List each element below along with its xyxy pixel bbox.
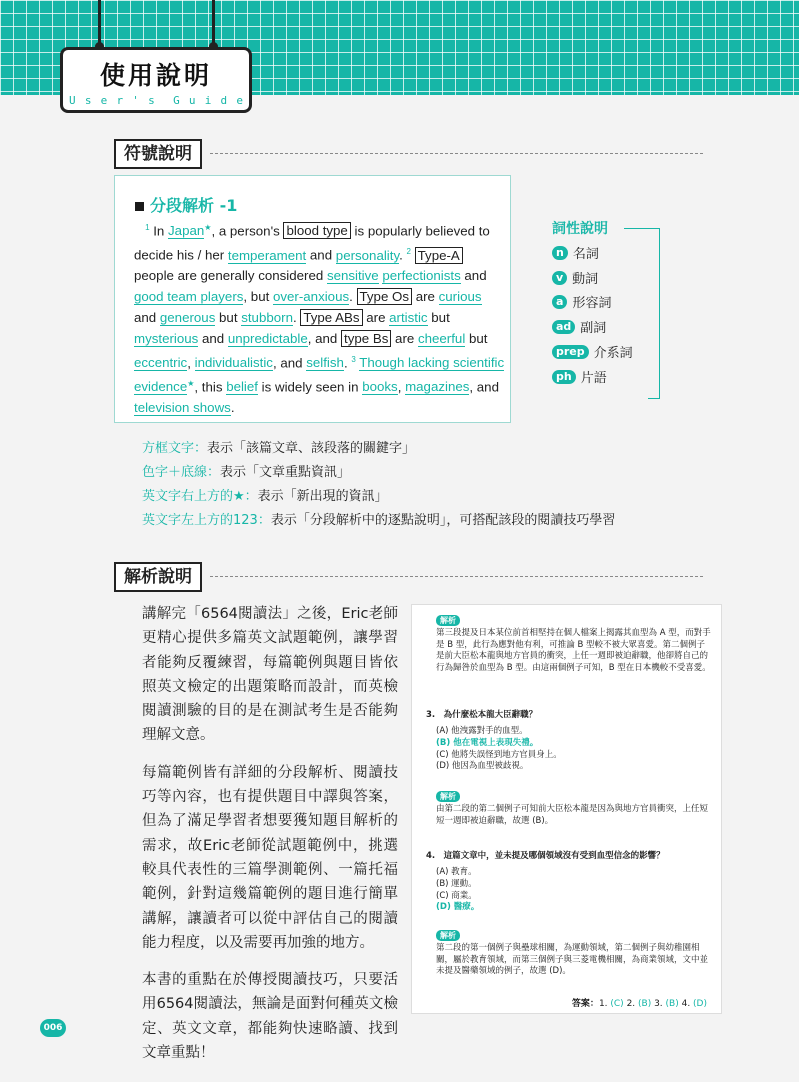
pos-badge: v [552,271,567,285]
subtitle-letter: u [188,94,196,107]
legend-desc: 表示「分段解析中的逐點說明」，可搭配該段的閱讀技巧學習 [270,513,616,528]
answer-num: 3. [651,999,666,1009]
question-4-options [436,867,706,914]
highlight-word: perfectionists [382,268,461,284]
text: is widely seen in [257,379,363,395]
option: (B) 運動。 [436,878,477,889]
option: (D) 他因為血型被歧視。 [436,761,529,772]
option: (A) 他洩露對手的血型。 [436,726,528,736]
section-divider [210,576,703,577]
pos-item-adjective [552,292,611,311]
pos-label: 名詞 [572,247,599,262]
text: but [465,330,488,346]
text: people are generally considered [134,268,327,284]
legend-desc: 表示「該篇文章、該段落的關鍵字」 [207,441,416,456]
text: , [397,379,406,395]
subtitle-letter: s [148,94,155,107]
text: are [412,289,439,305]
text: are [391,330,418,346]
subtitle-letter: d [220,94,228,107]
pos-bracket-bottom [648,398,660,399]
legend-key: 英文字左上方的123： [142,513,271,528]
point-number: 3 [351,354,356,364]
highlight-word: belief [226,379,258,395]
part-of-speech-panel [552,218,662,398]
question-4: 4. 這篇文章中，並未提及哪個領域沒有受到血型信念的影響？ [426,851,665,861]
highlight-word: eccentric [134,355,188,371]
answer-key [572,999,707,1011]
option: (C) 他將失誤怪到地方官員身上。 [436,749,562,760]
pos-label: 介系詞 [593,346,633,361]
analysis-text: 由第二段的第二個例子可知前大臣松本龍是因為與地方官員衝突，上任短短一週即被迫辭職，故選 (B)。 [436,803,709,826]
question-3-options [436,726,706,773]
text: . [230,400,235,416]
legend-key: 英文字右上方的★： [142,489,258,504]
text: and [460,268,487,284]
legend-numbers [142,509,615,528]
highlight-word: stubborn [241,310,293,326]
explanation-paragraph: 每篇範例皆有詳細的分段解析、閱讀技巧等內容，也有提供題目中譯與答案，但為了滿足學習者想要獲知題目解析的需求，故Eric老師從試題範例中，挑選較具代表性的三篇學測範例、一篇托福範例，針對這幾篇範例的題目進行簡單講解，讓讀者可以從中評估自己的閱讀能力程度，以及需要再加強的地方。 [142,764,398,951]
sample-passage-text [134,218,506,419]
highlight-word: curious [438,289,482,305]
page-subtitle [69,94,243,107]
subtitle-letter: r [116,94,124,107]
legend-star [142,485,388,504]
boxed-keyword: blood type [283,222,350,239]
legend-key: 色字＋底線： [142,465,221,480]
highlight-word: television shows [134,400,231,416]
analysis-block [436,930,712,978]
answer-label: 答案： [571,999,599,1009]
highlight-word: individualistic [194,355,273,371]
pos-item-noun [552,243,599,262]
pos-item-adverb [552,317,606,336]
section-title-analysis: 解析說明 [114,562,202,592]
subtitle-letter: s [84,94,92,107]
legend-key: 方框文字： [142,441,208,456]
star-icon: ★ [204,223,212,232]
subtitle-letter: e [236,94,243,107]
highlight-word: Japan [168,223,205,239]
analysis-text: 第三段提及日本某位前首相堅持在個人檔案上揭露其血型為 A 型，而對手是 B 型，此行為應對他有利，可推論 B 型較不被大眾喜愛。第二個例子是前大臣松本龍與地方官員的衝突，上任一週即被迫辭職，他卻將自己的行為歸咎於血型為 B 型。由這兩個例子可知，B 型在日本機較不受喜愛。 [436,627,711,674]
answer-value: (B) [665,999,679,1009]
option: (C) 商業。 [436,890,477,901]
pos-badge: n [552,246,568,260]
highlight-word: generous [159,310,216,326]
square-bullet-icon [135,202,144,211]
sample-heading-text: 分段解析 -1 [150,196,238,215]
legend-colored-underline [142,461,350,480]
highlight-word: magazines [405,379,470,395]
pos-label: 副詞 [580,321,607,336]
page-title-card [60,47,252,113]
highlight-word: selfish [306,355,344,371]
text: and [198,330,228,346]
answer-num: 4. [678,999,694,1009]
legend-desc: 表示「新出現的資訊」 [257,489,388,504]
analysis-block [436,791,712,827]
subtitle-letter: G [173,94,180,107]
analysis-text: 第二段的第一個例子與壘球相關，為運動領域，第二個例子與幼稚園相關，屬於教育領域，而第三個例子與三菱電機相關，為商業領域，文中並未提及醫藥領域的例子，故選 (D)。 [436,942,709,977]
text: and [306,247,336,263]
highlight-word: Though lacking scientific evidence [134,355,505,395]
question-3: 3. 為什麼松本龍大臣辭職？ [426,710,538,720]
analysis-tag: 解析 [436,791,460,802]
text: but [427,310,450,326]
boxed-keyword: Type ABs [300,309,362,326]
boxed-keyword: type Bs [341,330,391,347]
highlight-word: good team players [134,289,244,305]
analysis-tag: 解析 [436,615,460,626]
section-title-symbols: 符號說明 [114,139,202,169]
analysis-tag: 解析 [436,930,460,941]
pos-badge: prep [552,345,589,359]
section-divider [210,153,703,154]
pos-label: 片語 [580,371,607,386]
highlight-word: personality [335,247,400,263]
sample-passage-box [114,175,511,423]
text: and [134,310,160,326]
subtitle-letter: e [100,94,108,107]
answer-num: 2. [623,999,639,1009]
pos-badge: ph [552,370,576,384]
text: , and [469,379,499,395]
subtitle-letter: i [204,94,212,107]
text: . [292,310,301,326]
pos-bracket-side [659,228,660,398]
answer-value: (C) [610,999,624,1009]
answer-num: 1. [598,999,611,1009]
text: . [343,355,352,371]
option-correct: (D) 醫療。 [436,902,480,913]
text: , but [243,289,273,305]
text: , and [307,330,341,346]
text: are [362,310,390,326]
subtitle-letter: U [69,94,76,107]
hanger-right [212,0,215,46]
boxed-keyword: Type Os [357,288,413,305]
option: (A) 教育。 [436,867,477,877]
explanation-column [142,602,398,1078]
highlight-word: books [362,379,398,395]
pos-bracket-top [624,228,660,229]
explanation-paragraph: 講解完「6564閱讀法」之後，Eric老師更精心提供多篇英文試題範例，讓學習者能夠反覆練習，每篇範例與題目皆依照英文檢定的出題策略而設計，而英檢閱讀測驗的目的是在測試考生是否能夠理解文意。 [142,606,398,744]
analysis-block [436,615,712,675]
page-title: 使用說明 [99,61,212,90]
text: . [349,289,357,305]
text: , and [272,355,307,371]
point-number: 1 [145,223,150,232]
highlight-word: sensitive [326,268,379,284]
option-correct: (B) 他在電視上表現失禮。 [436,737,539,748]
text: is popularly believed to decide his / her [134,223,490,263]
pos-item-preposition [552,342,633,361]
explanation-paragraph: 本書的重點在於傳授閱讀技巧，只要活用6564閱讀法，無論是面對何種英文檢定、英文文章，都能夠快速略讀、找到文章重點！ [142,972,398,1062]
subtitle-letter: ' [132,94,139,107]
star-icon: ★ [187,378,195,388]
text: . [399,247,407,263]
analysis-sample-box [411,604,722,1014]
answer-value: (D) [693,999,707,1009]
pos-label: 形容詞 [572,296,612,311]
text: , a person's [211,223,284,239]
sample-heading [135,193,237,216]
pos-item-phrase [552,367,607,386]
highlight-word: temperament [227,247,307,263]
legend-desc: 表示「文章重點資訊」 [220,465,351,480]
point-number: 2 [406,247,411,257]
text: , [187,355,195,371]
pos-label: 動詞 [572,272,599,287]
answer-value: (B) [638,999,652,1009]
text: In [149,223,169,239]
text: but [215,310,242,326]
highlight-word: cheerful [417,330,466,346]
pos-item-verb [552,268,598,287]
boxed-keyword: Type-A [415,247,463,264]
page-number: 006 [40,1019,66,1037]
highlight-word: over-anxious [272,289,350,305]
pos-badge: a [552,295,567,309]
pos-badge: ad [552,320,575,334]
pos-title: 詞性說明 [552,221,608,237]
legend-boxed-text [142,437,415,456]
highlight-word: unpredictable [227,330,308,346]
hanger-left [98,0,101,46]
highlight-word: mysterious [134,330,199,346]
text: , this [194,379,227,395]
highlight-word: artistic [389,310,428,326]
